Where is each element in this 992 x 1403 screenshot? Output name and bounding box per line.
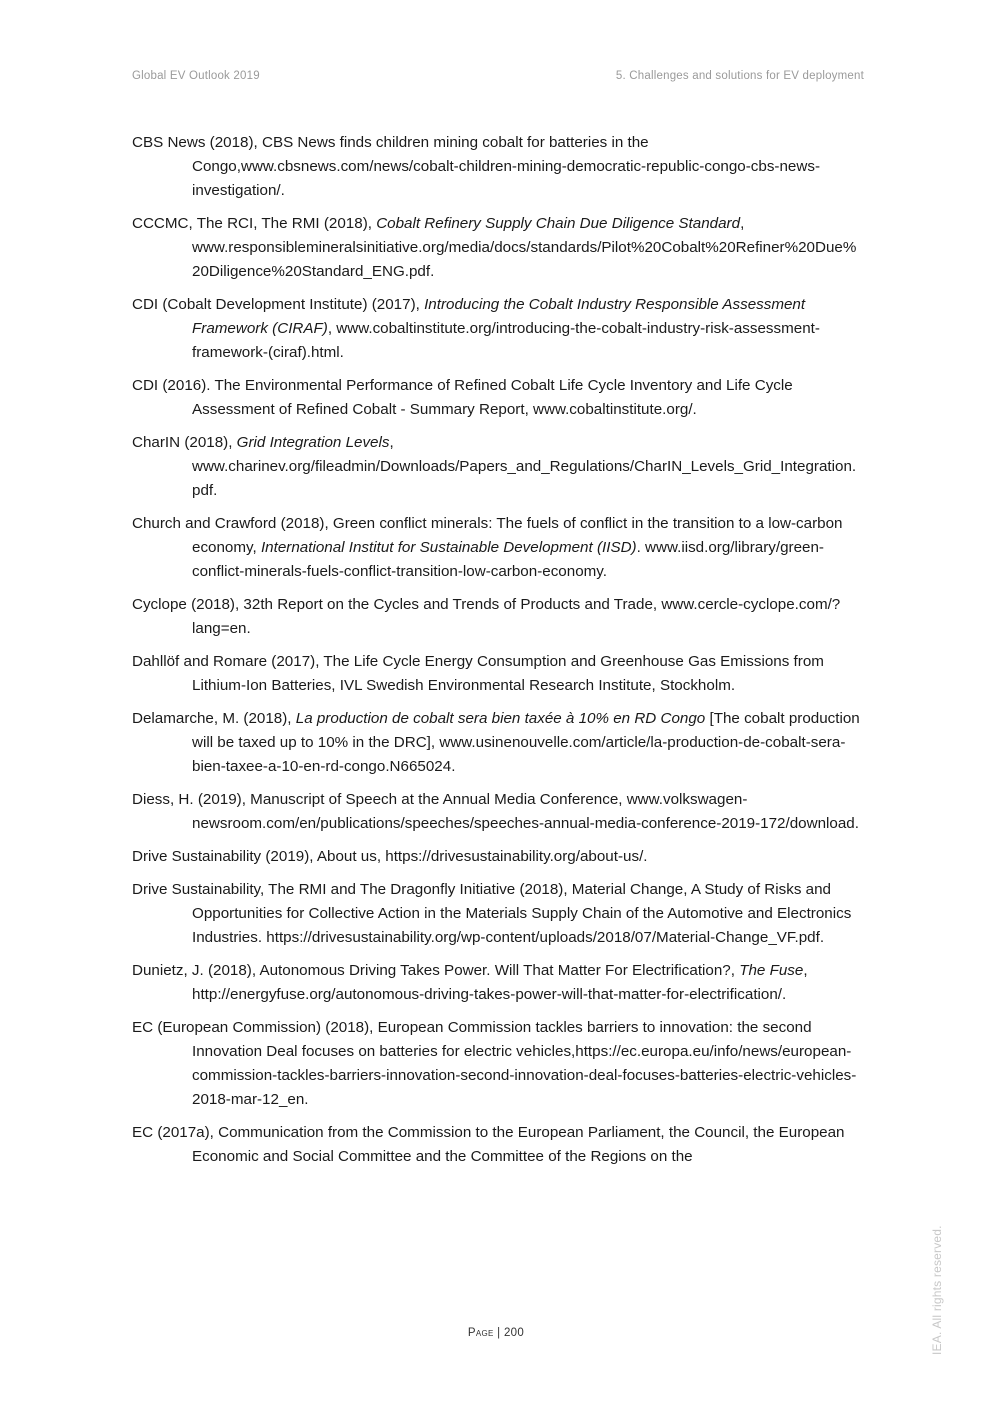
reference-item: CharIN (2018), Grid Integration Levels, www.charinev.org/fileadmin/Downloads/Papers_and_Regulations/CharIN_Levels_Grid_Integration.pdf.: [132, 434, 857, 499]
reference-item: Cyclope (2018), 32th Report on the Cycles and Trends of Products and Trade, www.cercle-cyclope.com/?lang=en.: [132, 596, 841, 637]
running-header-title: Global EV Outlook 2019: [132, 70, 260, 82]
reference-item: Church and Crawford (2018), Green conflict minerals: The fuels of conflict in the transition to a low-carbon economy, International Institut for Sustainable Development (IISD). www.iisd.org/library/green-conflict-minerals-fuels-conflict-transition-low-carbon-economy.: [132, 515, 843, 580]
running-header-chapter: 5. Challenges and solutions for EV deployment: [615, 70, 864, 82]
reference-item: CDI (Cobalt Development Institute) (2017), Introducing the Cobalt Industry Responsible Assessment Framework (CIRAF), www.cobaltinstitute.org/introducing-the-cobalt-industry-risk-assessment-framework-(ciraf).html.: [132, 296, 820, 361]
reference-item: Drive Sustainability, The RMI and The Dragonfly Initiative (2018), Material Change, A Study of Risks and Opportunities for Collective Action in the Materials Supply Chain of the Automotive and Electronics Industries. https://drivesustainability.org/wp-content/uploads/2018/07/Material-Change_VF.pdf.: [132, 881, 852, 946]
reference-item: CCCMC, The RCI, The RMI (2018), Cobalt Refinery Supply Chain Due Diligence Standard, www.responsiblemineralsinitiative.org/media/docs/standards/Pilot%20Cobalt%20Refiner%20Due%20Diligence%20Standard_ENG.pdf.: [132, 215, 857, 280]
reference-item: Dunietz, J. (2018), Autonomous Driving Takes Power. Will That Matter For Electrification?, The Fuse, http://energyfuse.org/autonomous-driving-takes-power-will-that-matter-for-electrification/.: [132, 962, 808, 1003]
reference-item: Diess, H. (2019), Manuscript of Speech at the Annual Media Conference, www.volkswagen-newsroom.com/en/publications/speeches/speeches-annual-media-conference-2019-172/download.: [132, 791, 859, 832]
reference-item: Dahllöf and Romare (2017), The Life Cycle Energy Consumption and Greenhouse Gas Emissions from Lithium-Ion Batteries, IVL Swedish Environmental Research Institute, Stockholm.: [132, 653, 824, 694]
reference-item: EC (European Commission) (2018), European Commission tackles barriers to innovation: the second Innovation Deal focuses on batteries for electric vehicles,https://ec.europa.eu/info/news/european-commission-tackles-barriers-innovation-second-innovation-deal-focuses-batteries-electric-vehicles-2018-mar-12_en.: [132, 1019, 857, 1108]
reference-item: CBS News (2018), CBS News finds children mining cobalt for batteries in the Congo,www.cbsnews.com/news/cobalt-children-mining-democratic-republic-congo-cbs-news-investigation/.: [132, 134, 820, 199]
reference-item: Drive Sustainability (2019), About us, https://drivesustainability.org/about-us/.: [132, 848, 648, 865]
page-number: Page | 200: [467, 1327, 525, 1339]
reference-item: CDI (2016). The Environmental Performance of Refined Cobalt Life Cycle Inventory and Life Cycle Assessment of Refined Cobalt - Summary Report, www.cobaltinstitute.org/.: [132, 377, 793, 418]
copyright-notice: IEA. All rights reserved.: [930, 1225, 944, 1355]
reference-list: [132, 131, 862, 1178]
reference-item: Delamarche, M. (2018), La production de cobalt sera bien taxée à 10% en RD Congo [The cobalt production will be taxed up to 10% in the DRC], www.usinenouvelle.com/article/la-production-de-cobalt-sera-bien-taxee-a-10-en-rd-congo.N665024.: [132, 710, 860, 775]
reference-item: EC (2017a), Communication from the Commission to the European Parliament, the Council, the European Economic and Social Committee and the Committee of the Regions on the: [132, 1124, 845, 1165]
